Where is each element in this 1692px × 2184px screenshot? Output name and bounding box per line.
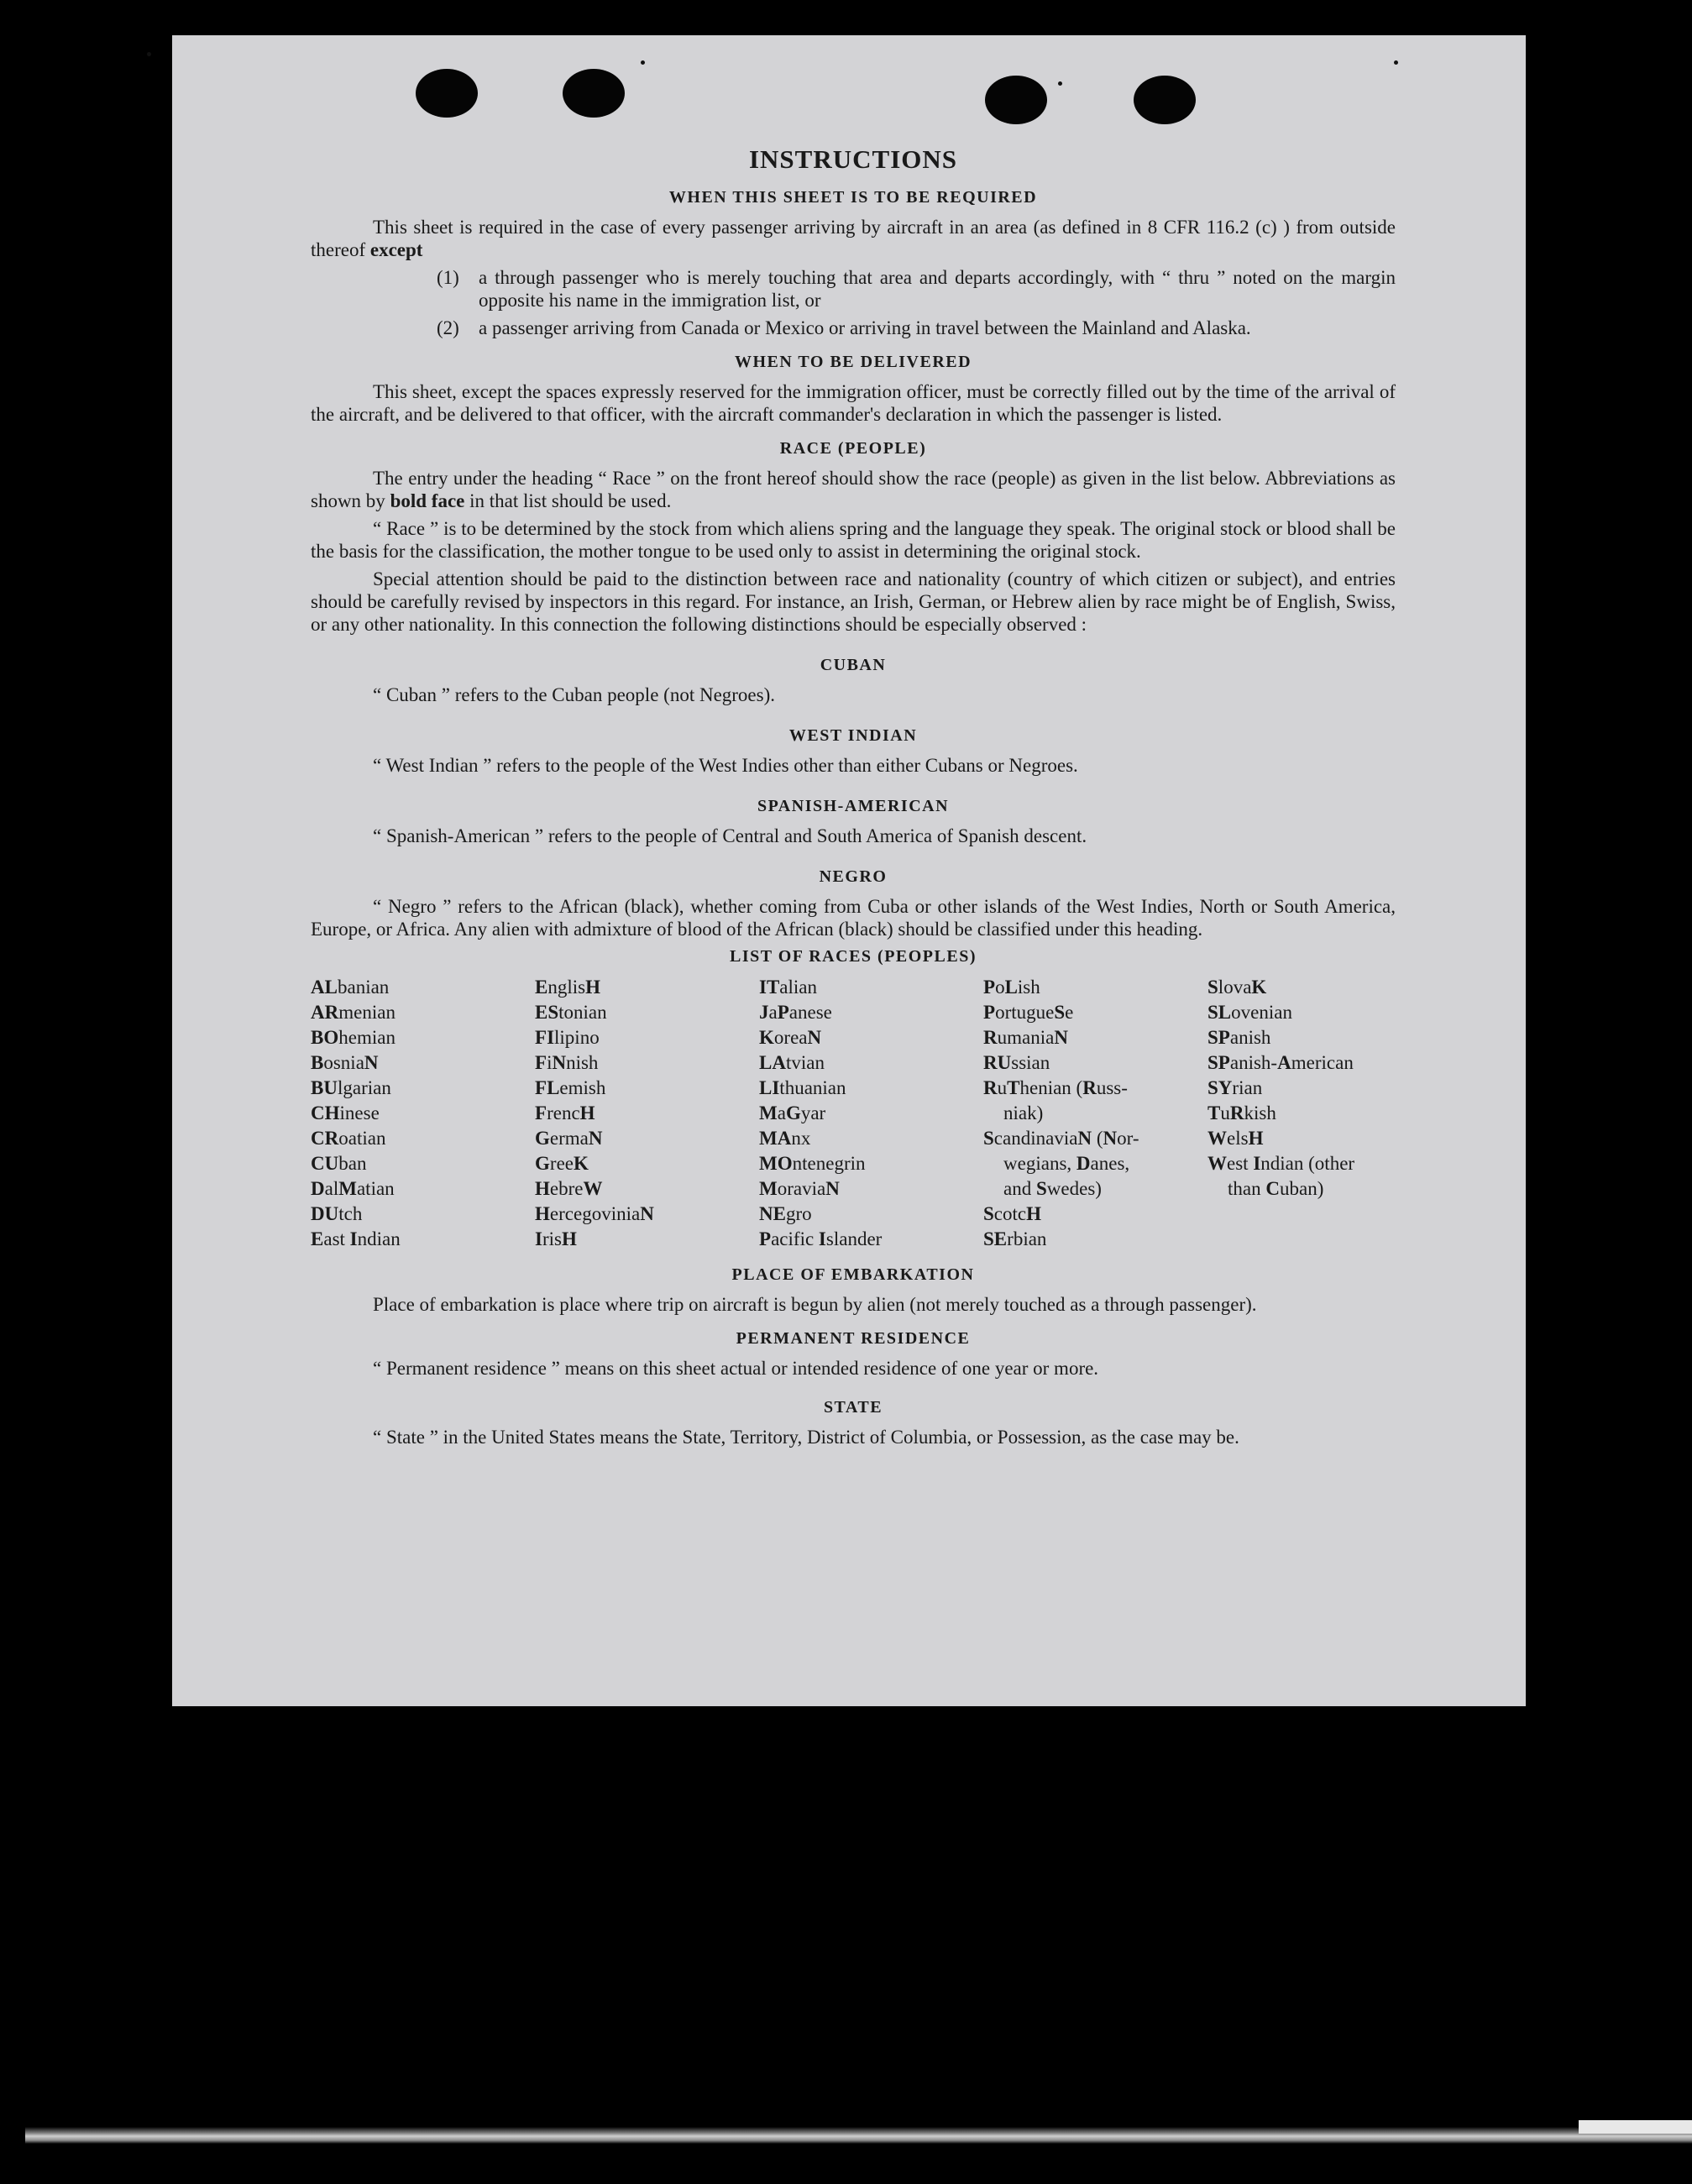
paragraph: Place of embarkation is place where trip on aircraft is begun by alien (not merely touched as a through passenger).: [373, 1294, 1257, 1315]
race-entry: HebreW: [535, 1178, 603, 1199]
races-column: [311, 975, 535, 1252]
scanner-edge-artifact: [25, 2127, 1692, 2144]
race-entry: GreeK: [535, 1153, 589, 1174]
races-column: [535, 975, 759, 1252]
race-entry: ITalian: [759, 977, 818, 998]
race-entry: GermaN: [535, 1128, 603, 1149]
paragraph: “ Permanent residence ” means on this sheet actual or intended residence of one year or more.: [373, 1358, 1099, 1379]
paragraph-text: in that list should be used.: [469, 490, 672, 511]
races-list: [311, 975, 1396, 1252]
punch-hole: [985, 76, 1047, 124]
race-entry: KoreaN: [759, 1027, 822, 1048]
race-entry-continuation: wegians, Danes,: [1003, 1153, 1130, 1174]
scan-speck: [1394, 60, 1398, 65]
race-entry: RuThenian (Russ-: [983, 1077, 1128, 1098]
list-item: [311, 266, 1396, 312]
race-entry: SlovaK: [1207, 977, 1267, 998]
race-entry: FrencH: [535, 1102, 595, 1123]
race-entry: West Indian (other: [1207, 1153, 1355, 1174]
paragraph: “ State ” in the United States means the State, Territory, District of Columbia, or Possession, as the case may be.: [373, 1427, 1239, 1448]
section-heading: STATE: [823, 1398, 883, 1417]
item-number: (1): [437, 267, 459, 288]
race-entry: HercegoviniaN: [535, 1203, 654, 1224]
item-number: (2): [437, 317, 459, 338]
race-entry: NEgro: [759, 1203, 812, 1224]
race-entry-continuation: and Swedes): [1003, 1178, 1102, 1199]
race-entry: SPanish-American: [1207, 1052, 1354, 1073]
race-entry: EStonian: [535, 1002, 607, 1023]
instructions-content: [311, 144, 1396, 1453]
race-entry: MaGyar: [759, 1102, 826, 1123]
scan-speck: [641, 60, 645, 65]
punch-hole: [563, 69, 625, 118]
race-entry: FiNnish: [535, 1052, 599, 1073]
paragraph: “ Spanish-American ” refers to the people of Central and South America of Spanish descent.: [373, 825, 1087, 846]
race-entry-continuation: niak): [1003, 1102, 1044, 1123]
paragraph: “ West Indian ” refers to the people of the West Indies other than either Cubans or Negroes.: [373, 755, 1078, 776]
scanner-edge-artifact: [1579, 2120, 1692, 2134]
item-text: a passenger arriving from Canada or Mexico or arriving in travel between the Mainland and Alaska.: [479, 317, 1251, 338]
race-entry: MoraviaN: [759, 1178, 840, 1199]
race-entry: CUban: [311, 1153, 367, 1174]
scan-speck: [1058, 81, 1062, 86]
paragraph: [311, 216, 1396, 261]
section-heading: WHEN THIS SHEET IS TO BE REQUIRED: [668, 188, 1038, 207]
race-entry: EnglisH: [535, 977, 600, 998]
race-entry: SPanish: [1207, 1027, 1271, 1048]
section-heading: WEST INDIAN: [788, 726, 918, 745]
scan-speck: [147, 52, 151, 56]
section-heading: PLACE OF EMBARKATION: [731, 1265, 975, 1284]
race-entry: PoLish: [983, 977, 1040, 998]
section-heading: PERMANENT RESIDENCE: [736, 1329, 971, 1348]
paragraph: “ Cuban ” refers to the Cuban people (not Negroes).: [373, 684, 776, 705]
race-entry: ALbanian: [311, 977, 390, 998]
race-entry: RUssian: [983, 1052, 1050, 1073]
race-entry: MAnx: [759, 1128, 811, 1149]
race-entry: ScotcH: [983, 1203, 1042, 1224]
list-item: [311, 317, 1396, 339]
race-entry: LAtvian: [759, 1052, 825, 1073]
section-heading: NEGRO: [819, 867, 888, 886]
race-entry: East Indian: [311, 1228, 401, 1249]
race-entry: ScandinaviaN (Nor-: [983, 1128, 1139, 1149]
race-entry: DUtch: [311, 1203, 363, 1224]
race-entry: IrisH: [535, 1228, 577, 1249]
paragraph: This sheet, except the spaces expressly reserved for the immigration officer, must be correctly filled out by the time of the arrival of the aircraft, and be delivered to that officer, with the aircraft commander's declaration in which the passenger is listed.: [311, 381, 1396, 425]
paragraph: “ Race ” is to be determined by the stock from which aliens spring and the language they speak. The original stock or blood shall be the basis for the classification, the mother tongue to be used only to assist in determining the original stock.: [311, 518, 1396, 562]
paragraph-text: The entry under the heading “ Race ” on the front hereof should show the race (people) as given in the list below. Abbreviations as shown by: [311, 468, 1396, 511]
section-heading: RACE (PEOPLE): [779, 439, 927, 458]
races-heading: LIST OF RACES (PEOPLES): [729, 947, 977, 966]
race-entry: DalMatian: [311, 1178, 395, 1199]
race-entry: FIlipino: [535, 1027, 600, 1048]
races-column: [983, 975, 1207, 1252]
paragraph: “ Negro ” refers to the African (black), whether coming from Cuba or other islands of the West Indies, North or South America, Europe, or Africa. Any alien with admixture of blood of the African (black) should be classified under this heading.: [311, 896, 1396, 940]
race-entry: BosniaN: [311, 1052, 379, 1073]
section-heading: CUBAN: [820, 656, 887, 674]
race-entry: SYrian: [1207, 1077, 1263, 1098]
race-entry: SErbian: [983, 1228, 1047, 1249]
race-entry: CHinese: [311, 1102, 380, 1123]
race-entry: LIthuanian: [759, 1077, 846, 1098]
race-entry: ARmenian: [311, 1002, 395, 1023]
paragraph: [311, 467, 1396, 512]
item-text: a through passenger who is merely touching that area and departs accordingly, with “ thru ” noted on the margin opposite his name in the immigration list, or: [479, 267, 1396, 311]
punch-hole: [1134, 76, 1196, 124]
race-entry: BUlgarian: [311, 1077, 391, 1098]
bold-term: bold face: [390, 490, 465, 511]
section-heading: WHEN TO BE DELIVERED: [734, 353, 972, 371]
race-entry: Pacific Islander: [759, 1228, 883, 1249]
race-entry: RumaniaN: [983, 1027, 1068, 1048]
race-entry: JaPanese: [759, 1002, 832, 1023]
section-heading: SPANISH-AMERICAN: [757, 797, 950, 815]
race-entry: TuRkish: [1207, 1102, 1276, 1123]
paragraph: Special attention should be paid to the distinction between race and nationality (country of which citizen or subject), and entries should be carefully revised by inspectors in this regard. For instance, an Irish, German, or Hebrew alien by race might be of English, Swiss, or any other nationality. In this connection the following distinctions should be especially observed :: [311, 568, 1396, 635]
bold-term: except: [369, 239, 423, 260]
punch-hole: [416, 69, 478, 118]
race-entry: BOhemian: [311, 1027, 395, 1048]
races-column: [1207, 975, 1396, 1252]
race-entry: MOntenegrin: [759, 1153, 866, 1174]
paragraph-text: This sheet is required in the case of every passenger arriving by aircraft in an area (as defined in 8 CFR 116.2 (c) ) from outside thereof: [311, 217, 1396, 260]
document-sheet: [172, 35, 1526, 1706]
race-entry-continuation: than Cuban): [1228, 1178, 1324, 1199]
race-entry: PortugueSe: [983, 1002, 1074, 1023]
race-entry: CRoatian: [311, 1128, 386, 1149]
race-entry: WelsH: [1207, 1128, 1264, 1149]
race-entry: SLovenian: [1207, 1002, 1292, 1023]
page-title: INSTRUCTIONS: [748, 144, 957, 174]
races-column: [759, 975, 983, 1252]
race-entry: FLemish: [535, 1077, 606, 1098]
